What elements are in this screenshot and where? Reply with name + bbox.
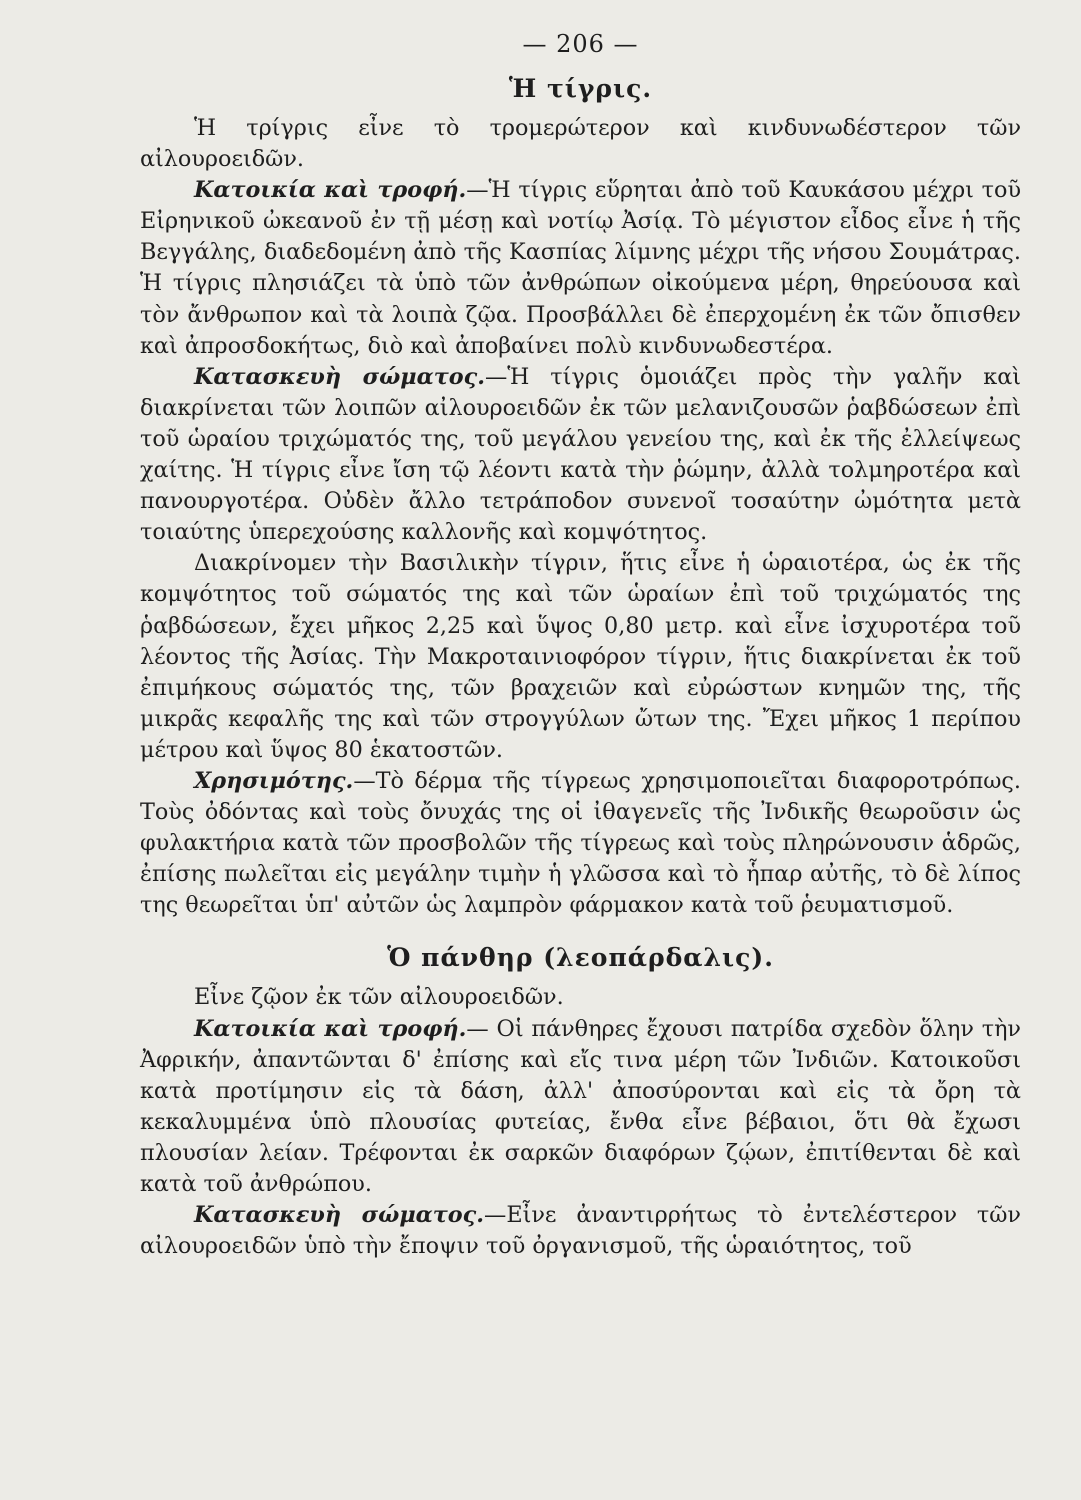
paragraph-panther-intro: Εἶνε ζῷον ἐκ τῶν αἰλουροειδῶν. [194, 984, 564, 1011]
text-usefulness: —Τὸ δέρμα τῆς τίγρεως χρησιμοποιεῖται διαφοροτρόπως. Τοὺς ὀδόντας καὶ τοὺς ὄνυχάς της οἱ ἰθαγενεῖς τῆς Ἰνδικῆς θεωροῦσιν ὡς φυλακτήρια κατὰ τῶν προσβολῶν τῆς τίγρεως καὶ τοὺς πληρώνουσιν ἁδρῶς, ἐπίσης πωλεῖται εἰς μεγάλην τιμὴν ἡ γλῶσσα καὶ τὸ ἧπαρ αὐτῆς, τὸ δὲ λίπος της θεωρεῖται ὑπ' αὐτῶν ὡς λαμπρὸν φάρμακον κατὰ τοῦ ῥευματισμοῦ. [140, 767, 1021, 919]
text-body: —Ἡ τίγρις ὁμοιάζει πρὸς τὴν γαλῆν καὶ διακρίνεται τῶν λοιπῶν αἰλουροειδῶν ἐκ τῶν μελανιζουσῶν ῥαβδώσεων ἐπὶ τοῦ ὡραίου τριχώματός της, τοῦ μεγάλου γενείου της, καὶ ἐκ τῆς ἐλλείψεως χαίτης. Ἡ τίγρις εἶνε ἴση τῷ λέοντι κατὰ τὴν ῥώμην, ἀλλὰ τολμηροτέρα καὶ πανουργοτέρα. Οὐδὲν ἄλλο τετράποδον συνενοῖ τοσαύτην ὠμότητα μετὰ τοιαύτης ὑπερεχούσης καλλονῆς καὶ κομψότητος. [140, 363, 1021, 546]
text-panther-habitat: — Οἱ πάνθηρες ἔχουσι πατρίδα σχεδὸν ὅλην τὴν Ἀφρικήν, ἀπαντῶνται δ' ἐπίσης καὶ εἴς τινα μέρη τῶν Ἰνδιῶν. Κατοικοῦσι κατὰ προτίμησιν εἰς τὰ δάση, ἀλλ' ἀποσύρονται καὶ εἰς τὰ ὄρη τὰ κεκαλυμμένα ὑπὸ πλουσίας φυτείας, ἔνθα εἶνε βέβαιοι, ὅτι θὰ ἔχωσι πλουσίαν λείαν. Τρέφονται ἐκ σαρκῶν διαφόρων ζῴων, ἐπιτίθενται δὲ καὶ κατὰ τοῦ ἀνθρώπου. [140, 1015, 1021, 1197]
paragraph-tiger-usefulness [140, 766, 1021, 921]
paragraph-panther-habitat [140, 1014, 1021, 1201]
rubric-panther-body: Κατασκευὴ σώματος. [194, 1202, 485, 1229]
paragraph-tiger-varieties: Διακρίνομεν τὴν Βασιλικὴν τίγριν, ἥτις εἶνε ἡ ὡραιοτέρα, ὡς ἐκ τῆς κομψότητος τοῦ σώματός της καὶ τῶν ὡραίων ἐπὶ τοῦ τριχώματός της ῥαβδώσεων, ἔχει μῆκος 2,25 καὶ ὕψος 0,80 μετρ. καὶ εἶνε ἰσχυροτέρα τοῦ λέοντος τῆς Ἀσίας. Τὴν Μακροταινιοφόρον τίγριν, ἥτις διακρίνεται ἐκ τοῦ ἐπιμήκους σώματός της, τῶν βραχειῶν καὶ εὐρώστων κνημῶν της, τῆς μικρᾶς κεφαλῆς της καὶ τῶν στρογγύλων ὤτων της. Ἔχει μῆκος 1 περίπου μέτρου καὶ ὕψος 80 ἑκατοστῶν. [140, 550, 1021, 763]
section-heading-tiger: Ἡ τίγρις. [508, 74, 653, 103]
paragraph-tiger-intro: Ἡ τρίγρις εἶνε τὸ τρομερώτερον καὶ κινδυνωδέστερον τῶν αἰλουροειδῶν. [140, 115, 1021, 173]
paragraph-panther-body [140, 1200, 1021, 1262]
paragraph-tiger-habitat [140, 175, 1021, 362]
rubric-usefulness: Χρησιμότης. [194, 767, 354, 794]
rubric-habitat: Κατοικία καὶ τροφή. [194, 177, 467, 204]
text-panther-body: —Εἶνε ἀναντιρρήτως τὸ ἐντελέστερον τῶν αἰλουροειδῶν ὑπὸ τὴν ἔποψιν τοῦ ὀργανισμοῦ, τῆς ὡραιότητος, τοῦ [140, 1202, 1021, 1260]
text-habitat: —Ἡ τίγρις εὕρηται ἀπὸ τοῦ Καυκάσου μέχρι τοῦ Εἰρηνικοῦ ὠκεανοῦ ἐν τῇ μέσῃ καὶ νοτίῳ Ἀσίᾳ. Τὸ μέγιστον εἶδος εἶνε ἡ τῆς Βεγγάλης, διαδεδομένη ἀπὸ τῆς Κασπίας λίμνης μέχρι τῆς νήσου Σουμάτρας. Ἡ τίγρις πλησιάζει τὰ ὑπὸ τῶν ἀνθρώπων οἰκούμενα μέρη, θηρεύουσα καὶ τὸν ἄνθρωπον καὶ τὰ λοιπὰ ζῷα. Προσβάλλει δὲ ἐπερχομένη ἐκ τῶν ὄπισθεν καὶ ἀπροσδοκήτως, διὸ καὶ ἀποβαίνει πολὺ κινδυνωδεστέρα. [140, 177, 1021, 359]
paragraph-tiger-body [140, 362, 1021, 549]
section-heading-panther: Ὁ πάνθηρ (λεοπάρδαλις). [387, 943, 774, 973]
rubric-panther-habitat: Κατοικία καὶ τροφή. [194, 1015, 467, 1042]
section-gap [140, 921, 1021, 927]
page-number: — 206 — [522, 30, 639, 58]
rubric-body: Κατασκευὴ σώματος. [194, 363, 485, 390]
